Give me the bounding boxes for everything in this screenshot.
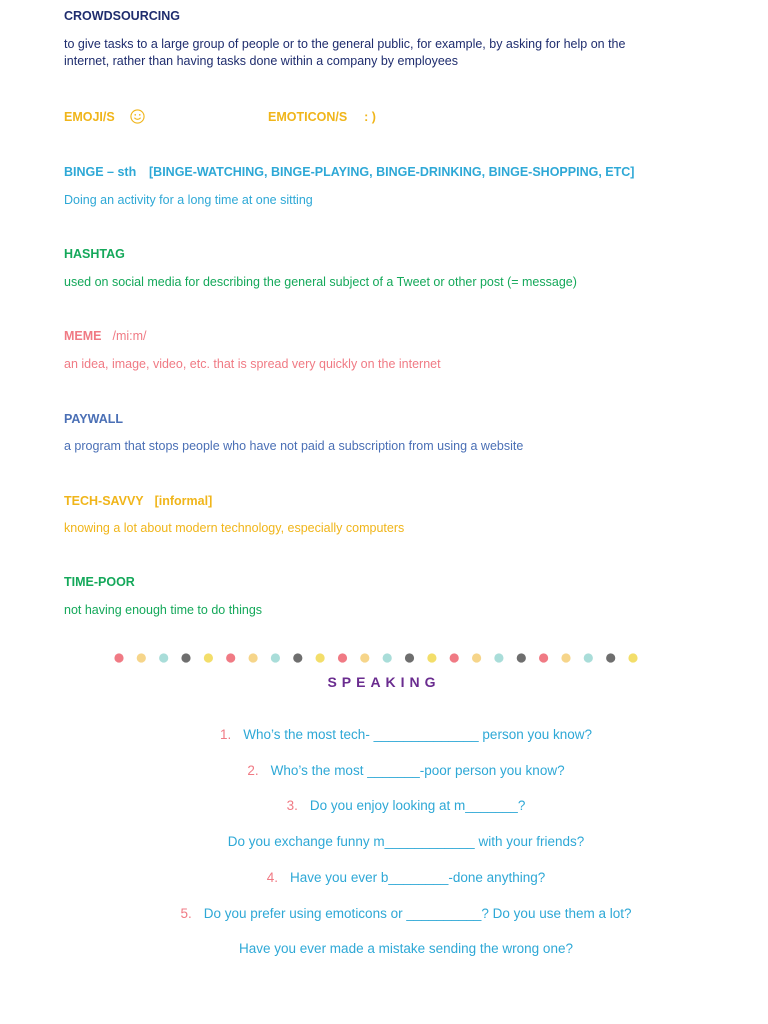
term-emoticon-label: EMOTICON/S [268,110,348,124]
divider-dot [226,653,235,662]
divider-dot [561,653,570,662]
divider-dot [271,653,280,662]
divider-dot [405,653,414,662]
term-techsavvy-label: TECH-SAVVY [64,494,144,508]
speaking-question-4 [0,870,768,885]
question-number: 2. [247,763,259,778]
divider-dot [472,653,481,662]
term-paywall: PAYWALL [64,412,124,426]
divider-dot [204,653,213,662]
divider-dot [494,653,503,662]
term-emoticon [268,109,376,126]
divider-dot [137,653,146,662]
def-techsavvy: knowing a lot about modern technology, especially computers [64,521,405,535]
def-binge: Doing an activity for a long time at one sitting [64,193,313,207]
divider-dot [249,653,258,662]
divider-dot [338,653,347,662]
def-crowdsourcing-line1: to give tasks to a large group of people or to the general public, for example, by asking for help on the [64,37,626,51]
divider-dot [293,653,302,662]
term-binge: BINGE – sth [64,165,137,179]
dotted-divider [0,648,768,668]
divider-dot [606,653,615,662]
divider-dot [383,653,392,662]
meme-pronunciation: /mi:m/ [112,329,147,343]
term-emoji [64,109,145,126]
question-number: 5. [180,906,192,921]
def-meme: an idea, image, video, etc. that is spread very quickly on the internet [64,357,441,371]
term-emoji-label: EMOJI/S [64,110,115,124]
question-text: Who’s the most tech- ______________ person you know? [243,727,592,742]
emoticon-example: : ) [364,110,376,124]
speaking-question-1 [0,727,768,742]
term-meme-label: MEME [64,329,102,343]
divider-dot [628,653,637,662]
term-crowdsourcing: CROWDSOURCING [64,9,180,23]
divider-dot [159,653,168,662]
divider-dot [450,653,459,662]
question-text: Have you ever b________-done anything? [290,870,546,885]
question-number: 1. [220,727,232,742]
question-text: Have you ever made a mistake sending the wrong one? [239,941,573,956]
question-text: Who’s the most _______-poor person you know? [270,763,565,778]
divider-dot [584,653,593,662]
question-number: 4. [266,870,279,885]
speaking-question-2 [0,763,768,778]
divider-dot [517,653,526,662]
binge-examples: [BINGE-WATCHING, BINGE-PLAYING, BINGE-DRINKING, BINGE-SHOPPING, ETC] [149,165,635,179]
question-number: 3. [286,798,298,813]
divider-dot [539,653,548,662]
divider-dot [114,653,123,662]
speaking-question-5 [0,906,768,921]
speaking-question-5b [0,941,768,956]
def-paywall: a program that stops people who have not paid a subscription from using a website [64,439,524,453]
divider-dot [181,653,190,662]
techsavvy-note: [informal] [154,494,213,508]
speaking-question-3 [0,798,768,813]
def-timepoor: not having enough time to do things [64,603,263,617]
term-meme [64,328,147,345]
divider-dot [360,653,369,662]
speaking-title: SPEAKING [327,674,441,690]
term-techsavvy [64,493,212,510]
question-text: Do you exchange funny m____________ with your friends? [227,834,585,849]
speaking-question-3b [0,834,768,849]
term-timepoor: TIME-POOR [64,575,135,589]
term-hashtag: HASHTAG [64,247,125,261]
question-text: Do you enjoy looking at m_______? [309,798,526,813]
divider-dot [316,653,325,662]
question-text: Do you prefer using emoticons or __________? Do you use them a lot? [203,906,632,921]
divider-dot [427,653,436,662]
def-crowdsourcing-line2: internet, rather than having tasks done within a company by employees [64,54,458,68]
smiley-face-icon [130,109,145,124]
def-hashtag: used on social media for describing the general subject of a Tweet or other post (= message) [64,275,577,289]
